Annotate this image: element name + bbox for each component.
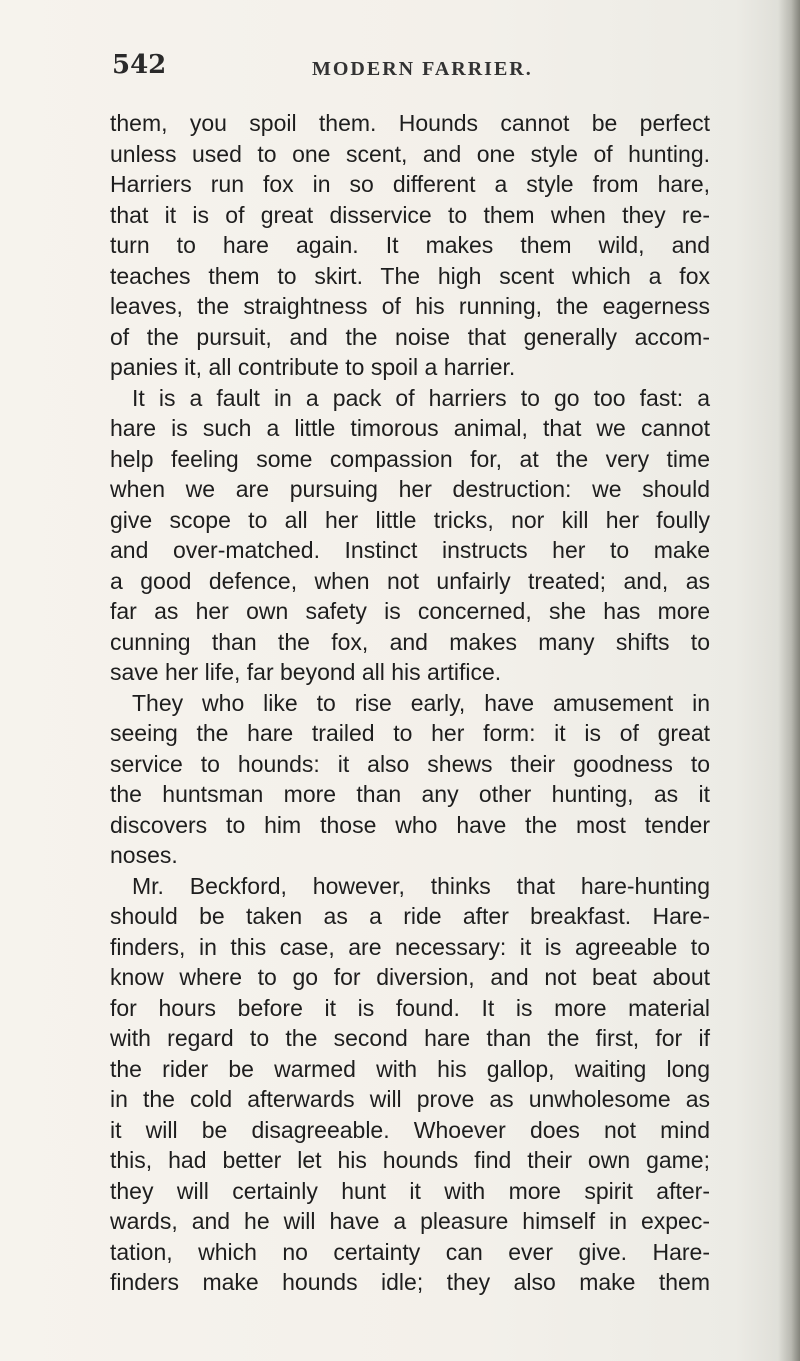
text-line: teaches them to skirt. The high scent which a fox (110, 262, 710, 289)
page-edge-shadow (778, 0, 800, 1361)
text-line: the rider be warmed with his gallop, waiting long (110, 1055, 710, 1082)
text-line: of the pursuit, and the noise that generally accom- (110, 323, 710, 350)
text-line: give scope to all her little tricks, nor kill her foully (110, 506, 710, 533)
text-line: far as her own safety is concerned, she has more (110, 598, 710, 624)
text-line: it will be disagreeable. Whoever does not mind (110, 1116, 710, 1143)
text-line: It is a fault in a pack of harriers to go too fast: a (132, 384, 710, 411)
page-number: 542 (112, 50, 167, 80)
text-line: they will certainly hunt it with more spirit after- (110, 1177, 710, 1204)
running-title: MODERN FARRIER. (312, 58, 533, 80)
text-line: They who like to rise early, have amusement in (132, 689, 710, 716)
text-line: Harriers run fox in so different a style from hare, (110, 171, 710, 197)
text-line: when we are pursuing her destruction: we should (110, 476, 710, 502)
text-line: wards, and he will have a pleasure himself in expec- (110, 1208, 710, 1234)
text-line: help feeling some compassion for, at the very time (110, 445, 710, 472)
text-line: turn to hare again. It makes them wild, and (110, 232, 710, 258)
text-line: in the cold afterwards will prove as unwholesome as (110, 1086, 710, 1112)
text-line: noses. (110, 842, 178, 868)
running-head (112, 50, 672, 90)
text-line: Mr. Beckford, however, thinks that hare-hunting (132, 872, 710, 899)
text-line: them, you spoil them. Hounds cannot be perfect (110, 110, 710, 136)
text-line: the huntsman more than any other hunting, as it (110, 781, 710, 807)
text-line: with regard to the second hare than the first, for if (110, 1025, 710, 1051)
text-line: discovers to him those who have the most tender (110, 811, 710, 838)
text-line: hare is such a little timorous animal, that we cannot (110, 415, 710, 441)
text-line: seeing the hare trailed to her form: it is of great (110, 720, 710, 746)
text-line: finders, in this case, are necessary: it is agreeable to (110, 933, 710, 960)
text-line: unless used to one scent, and one style of hunting. (110, 140, 710, 167)
text-line: service to hounds: it also shews their goodness to (110, 750, 710, 777)
text-line: panies it, all contribute to spoil a harrier. (110, 354, 516, 380)
text-line: this, had better let his hounds find their own game; (110, 1147, 710, 1173)
text-line: should be taken as a ride after breakfast. Hare- (110, 903, 710, 929)
text-line: a good defence, when not unfairly treated; and, as (110, 567, 710, 594)
text-line: finders make hounds idle; they also make them (110, 1269, 710, 1295)
text-line: tation, which no certainty can ever give. Hare- (110, 1238, 710, 1265)
text-line: and over-matched. Instinct instructs her to make (110, 537, 710, 563)
text-line: know where to go for diversion, and not beat about (110, 964, 710, 990)
text-line: cunning than the fox, and makes many shifts to (110, 628, 710, 655)
text-line: leaves, the straightness of his running, the eagerness (110, 293, 710, 319)
text-line: that it is of great disservice to them when they re- (110, 201, 710, 228)
text-line: for hours before it is found. It is more material (110, 994, 710, 1021)
text-line: save her life, far beyond all his artifice. (110, 659, 502, 685)
body-text (110, 108, 710, 1298)
